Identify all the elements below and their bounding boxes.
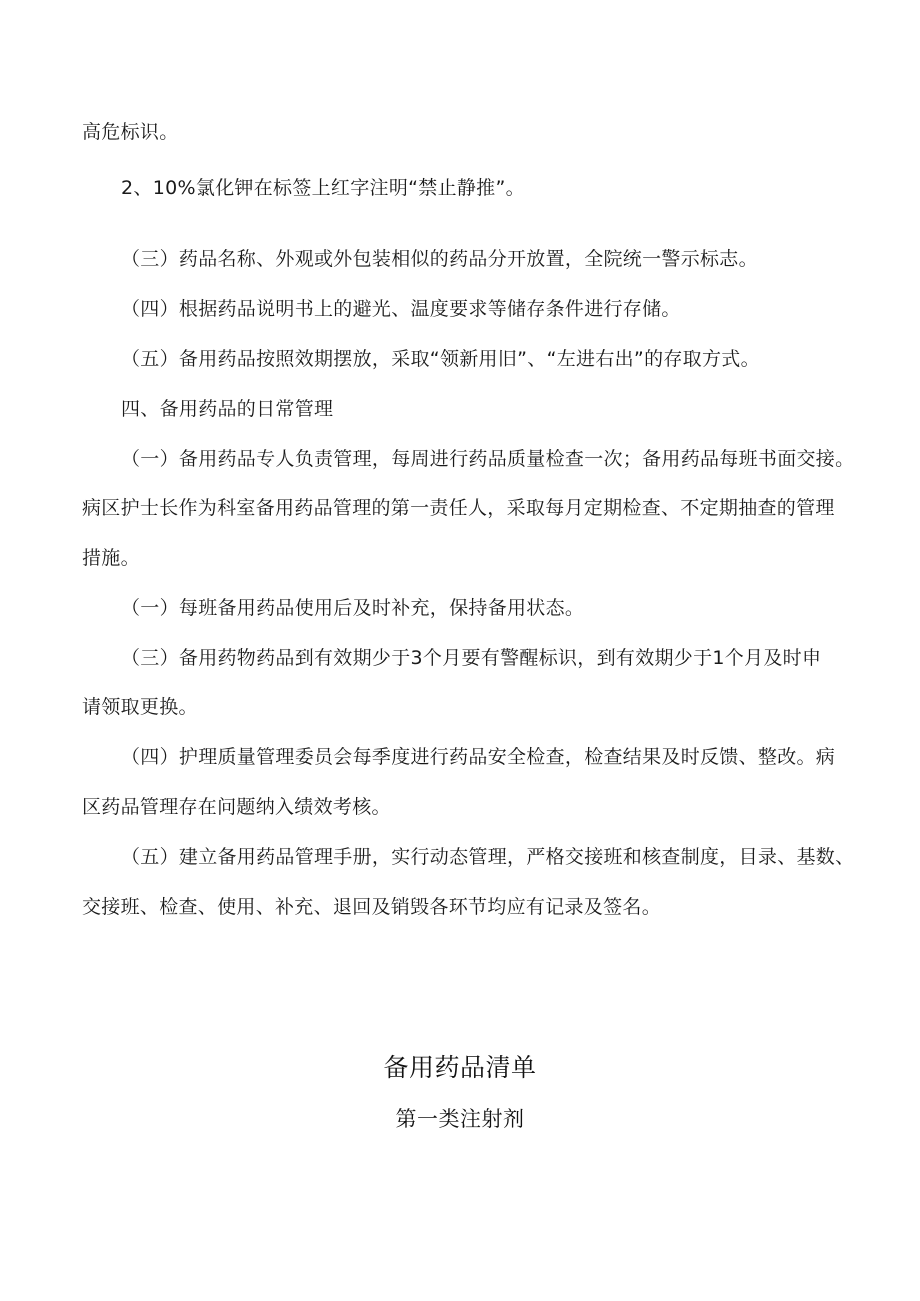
text-line-2: 2、10%氯化钾在标签上红字注明“禁止静推”。 bbox=[121, 177, 525, 199]
text-line-8: 病区护士长作为科室备用药品管理的第一责任人，采取每月定期检查、不定期抽查的管理 bbox=[82, 497, 835, 519]
text-line-10: （一）每班备用药品使用后及时补充，保持备用状态。 bbox=[121, 597, 585, 619]
text-line-3: （三）药品名称、外观或外包装相似的药品分开放置，全院统一警示标志。 bbox=[121, 248, 758, 270]
text-line-13: （四）护理质量管理委员会每季度进行药品安全检查，检查结果及时反馈、整改。病 bbox=[121, 746, 836, 768]
text-line-1: 高危标识。 bbox=[82, 121, 179, 143]
text-line-16: 交接班、检查、使用、补充、退回及销毁各环节均应有记录及签名。 bbox=[82, 896, 662, 918]
text-line-7: （一）备用药品专人负责管理，每周进行药品质量检查一次；备用药品每班书面交接。 bbox=[121, 448, 855, 470]
section-heading: 四、备用药品的日常管理 bbox=[121, 398, 334, 420]
text-line-5: （五）备用药品按照效期摆放，采取“领新用旧”、“左进右出”的存取方式。 bbox=[121, 348, 760, 370]
text-line-12: 请领取更换。 bbox=[82, 696, 198, 718]
text-line-14: 区药品管理存在问题纳入绩效考核。 bbox=[82, 796, 391, 818]
text-line-15: （五）建立备用药品管理手册，实行动态管理，严格交接班和核查制度，目录、基数、 bbox=[121, 846, 855, 868]
text-line-9: 措施。 bbox=[82, 547, 140, 569]
text-line-4: （四）根据药品说明书上的避光、温度要求等储存条件进行存储。 bbox=[121, 298, 681, 320]
list-subtitle: 第一类注射剂 bbox=[395, 1108, 525, 1131]
text-line-11: （三）备用药物药品到有效期少于3个月要有警醒标识，到有效期少于1个月及时申 bbox=[121, 647, 822, 669]
list-title: 备用药品清单 bbox=[383, 1054, 537, 1082]
